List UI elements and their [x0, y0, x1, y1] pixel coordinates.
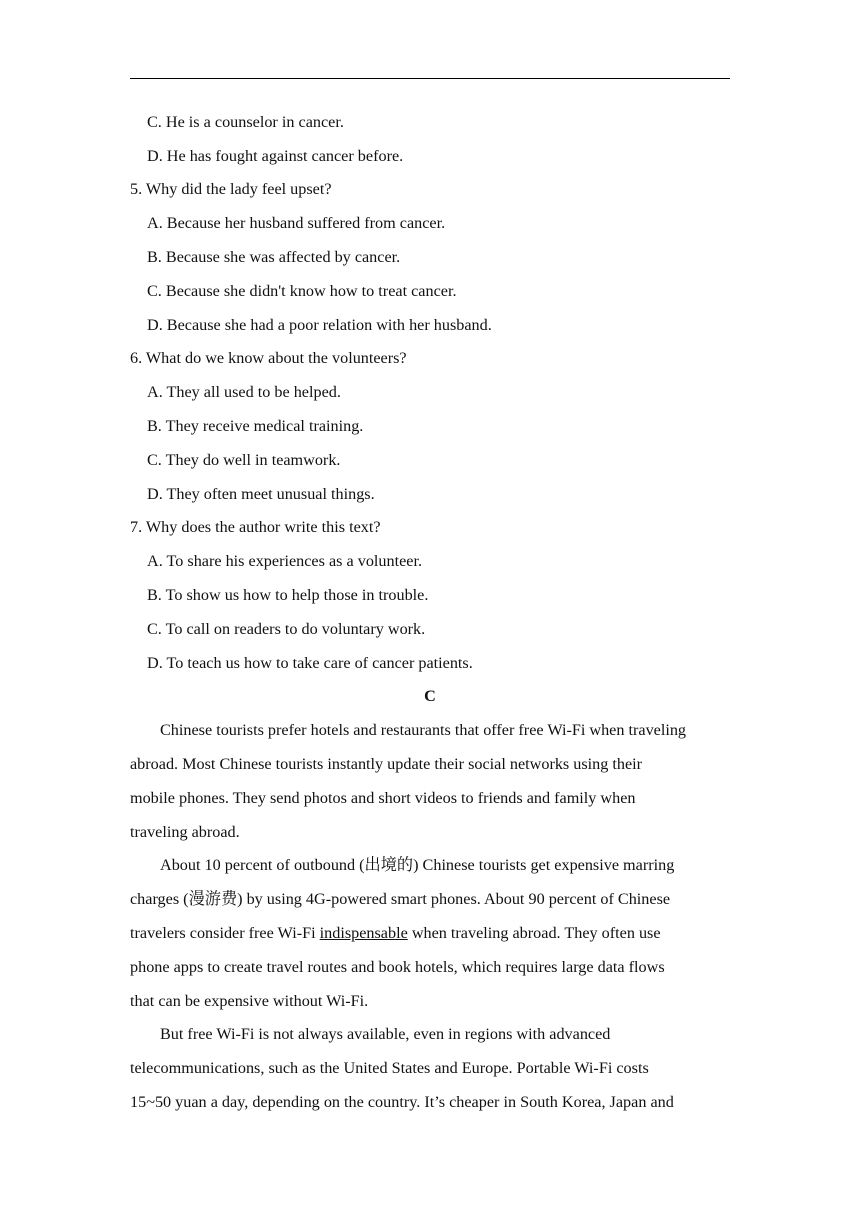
q6-option-b: B. They receive medical training.: [147, 417, 364, 435]
q4-option-c: C. He is a counselor in cancer.: [147, 113, 344, 131]
q4-option-d: D. He has fought against cancer before.: [147, 147, 404, 165]
underlined-word: indispensable: [319, 924, 408, 942]
passage-p2-line1: About 10 percent of outbound (出境的) Chinese tourists get expensive marring: [160, 856, 675, 874]
q5-option-b: B. Because she was affected by cancer.: [147, 248, 401, 266]
q7-option-a: A. To share his experiences as a volunteer.: [147, 552, 423, 570]
passage-p3-line2: telecommunications, such as the United States and Europe. Portable Wi-Fi costs: [130, 1059, 649, 1077]
q5-option-a: A. Because her husband suffered from cancer.: [147, 214, 446, 232]
section-heading: C: [424, 687, 436, 705]
q5-option-c: C. Because she didn't know how to treat cancer.: [147, 282, 457, 300]
q6-option-a: A. They all used to be helped.: [147, 383, 341, 401]
q6-option-c: C. They do well in teamwork.: [147, 451, 341, 469]
passage-p3-line3: 15~50 yuan a day, depending on the country. It’s cheaper in South Korea, Japan and: [130, 1093, 674, 1111]
q5-option-d: D. Because she had a poor relation with her husband.: [147, 316, 492, 334]
q7-option-c: C. To call on readers to do voluntary work.: [147, 620, 426, 638]
q7-option-b: B. To show us how to help those in trouble.: [147, 586, 429, 604]
passage-p2-line3-end: when traveling abroad. They often use: [407, 924, 661, 942]
passage-p1-line2: abroad. Most Chinese tourists instantly update their social networks using their: [130, 755, 643, 773]
passage-p1-line3: mobile phones. They send photos and short videos to friends and family when: [130, 789, 636, 807]
passage-p2-line3: [130, 923, 661, 943]
q6-option-d: D. They often meet unusual things.: [147, 485, 375, 503]
q7-option-d: D. To teach us how to take care of cancer patients.: [147, 654, 473, 672]
header-rule: [130, 78, 730, 79]
q7-question: 7. Why does the author write this text?: [130, 518, 381, 536]
q5-question: 5. Why did the lady feel upset?: [130, 180, 332, 198]
passage-p2-line5: that can be expensive without Wi-Fi.: [130, 992, 369, 1010]
passage-p2-line4: phone apps to create travel routes and book hotels, which requires large data flows: [130, 958, 665, 976]
q6-question: 6. What do we know about the volunteers?: [130, 349, 407, 367]
passage-p2-line3-start: travelers consider free Wi-Fi: [130, 924, 320, 942]
passage-p1-line1: Chinese tourists prefer hotels and restaurants that offer free Wi-Fi when traveling: [160, 721, 687, 739]
passage-p2-line2: charges (漫游费) by using 4G-powered smart phones. About 90 percent of Chinese: [130, 890, 671, 908]
passage-p3-line1: But free Wi-Fi is not always available, even in regions with advanced: [160, 1025, 611, 1043]
passage-p1-line4: traveling abroad.: [130, 823, 240, 841]
